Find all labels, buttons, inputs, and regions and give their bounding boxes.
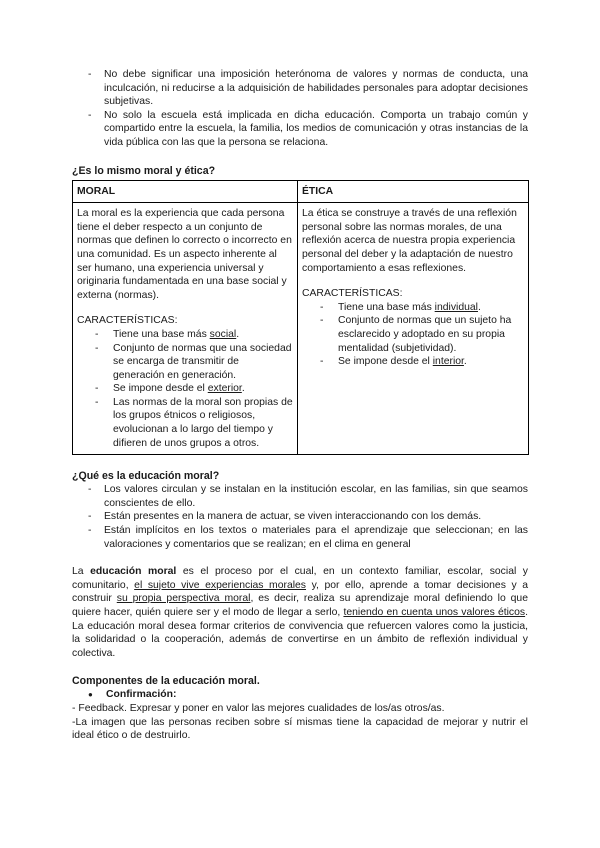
table-header-moral: MORAL (73, 180, 298, 203)
intro-list (72, 68, 528, 150)
list-item: - Los valores circulan y se instalan en la institución escolar, en las familias, sin que seamos conscientes de ello. (72, 483, 528, 510)
document-page (72, 68, 528, 743)
etica-characteristics-list (302, 301, 524, 369)
table-cell-etica (298, 203, 529, 455)
etica-description: La ética se construye a través de una reflexión personal sobre las normas morales, de una reflexión acerca de nuestra propia experiencia personal del deber y la adaptación de nuestro comportamiento a esas reflexiones. (302, 208, 517, 274)
imagen-line: -La imagen que las personas reciben sobre sí mismas tiene la capacidad de mejorar y nutrir el ideal ético o de destruirlo. (72, 716, 528, 742)
section-title-componentes: Componentes de la educación moral. (72, 675, 260, 688)
educacion-moral-paragraph: La educación moral es el proceso por el cual, en un contexto familiar, escolar, social y comunitario, el sujeto vive experiencias morales y, por ello, aprende a tomar decisiones y a construir su propia perspectiva moral, es decir, realiza su aprendizaje moral definiendo lo que quiere hacer, quién quiere ser y el modo de llegar a serlo, teniendo en cuenta unos valores éticos. La educación moral desea formar criterios de convivencia que refuercen valores como la justicia, la solidaridad o la cooperación, además de convertirse en un ámbito de reflexión individual y colectiva. (72, 566, 529, 659)
list-item: - Están presentes en la manera de actuar, se viven interaccionando con los demás. (72, 510, 528, 524)
section-title-moral-etica: ¿Es lo mismo moral y ética? (72, 164, 216, 177)
list-item: - Las normas de la moral son propias de los grupos étnicos o religiosos, evolucionan a lo largo del tiempo y difieren de unos grupos a otros. (77, 396, 293, 450)
list-item: - Están implícitos en los textos o materiales para el aprendizaje que seleccionan; en las valoraciones y comentarios que se realizan; en el clima en general (72, 524, 528, 551)
list-item: - Tiene una base más social. (77, 328, 293, 342)
educacion-moral-list (72, 483, 528, 551)
section-title-educacion-moral: ¿Qué es la educación moral? (72, 470, 220, 483)
moral-characteristics-list (77, 328, 293, 450)
list-item: - Se impone desde el exterior. (77, 382, 293, 396)
list-item: - No solo la escuela está implicada en dicha educación. Comporta un trabajo común y compartido entre la escuela, la familia, los medios de comunicación y otras instancias de la vida pública con las que la persona se relaciona. (72, 109, 528, 150)
list-item: - Conjunto de normas que una sociedad se encarga de transmitir de generación en generación. (77, 342, 293, 383)
table-cell-moral (73, 203, 298, 455)
comparison-table (72, 180, 529, 456)
list-item: - No debe significar una imposición heterónoma de valores y normas de conducta, una inculcación, ni reducirse a la adquisición de habilidades personales para adoptar decisiones subjetivas. (72, 68, 528, 109)
feedback-line: - Feedback. Expresar y poner en valor las mejores cualidades de los/as otros/as. (72, 702, 445, 714)
list-item: - Se impone desde el interior. (302, 355, 524, 369)
list-item: - Tiene una base más individual. (302, 301, 524, 315)
table-header-etica: ÉTICA (298, 180, 529, 203)
list-item: - Conjunto de normas que un sujeto ha esclarecido y adoptado en su propia mentalidad (subjetividad). (302, 314, 524, 355)
moral-characteristics-label: CARACTERÍSTICAS: (77, 315, 178, 327)
etica-characteristics-label: CARACTERÍSTICAS: (302, 288, 403, 300)
moral-description: La moral es la experiencia que cada persona tiene el deber respecto a un conjunto de normas que definen lo correcto o incorrecto en una comunidad. Es un aspecto inherente al ser humano, una experiencia universal y originaria fundamentada en una base social y externa (normas). (77, 208, 292, 301)
confirmacion-bullet: ● Confirmación: (72, 688, 528, 702)
